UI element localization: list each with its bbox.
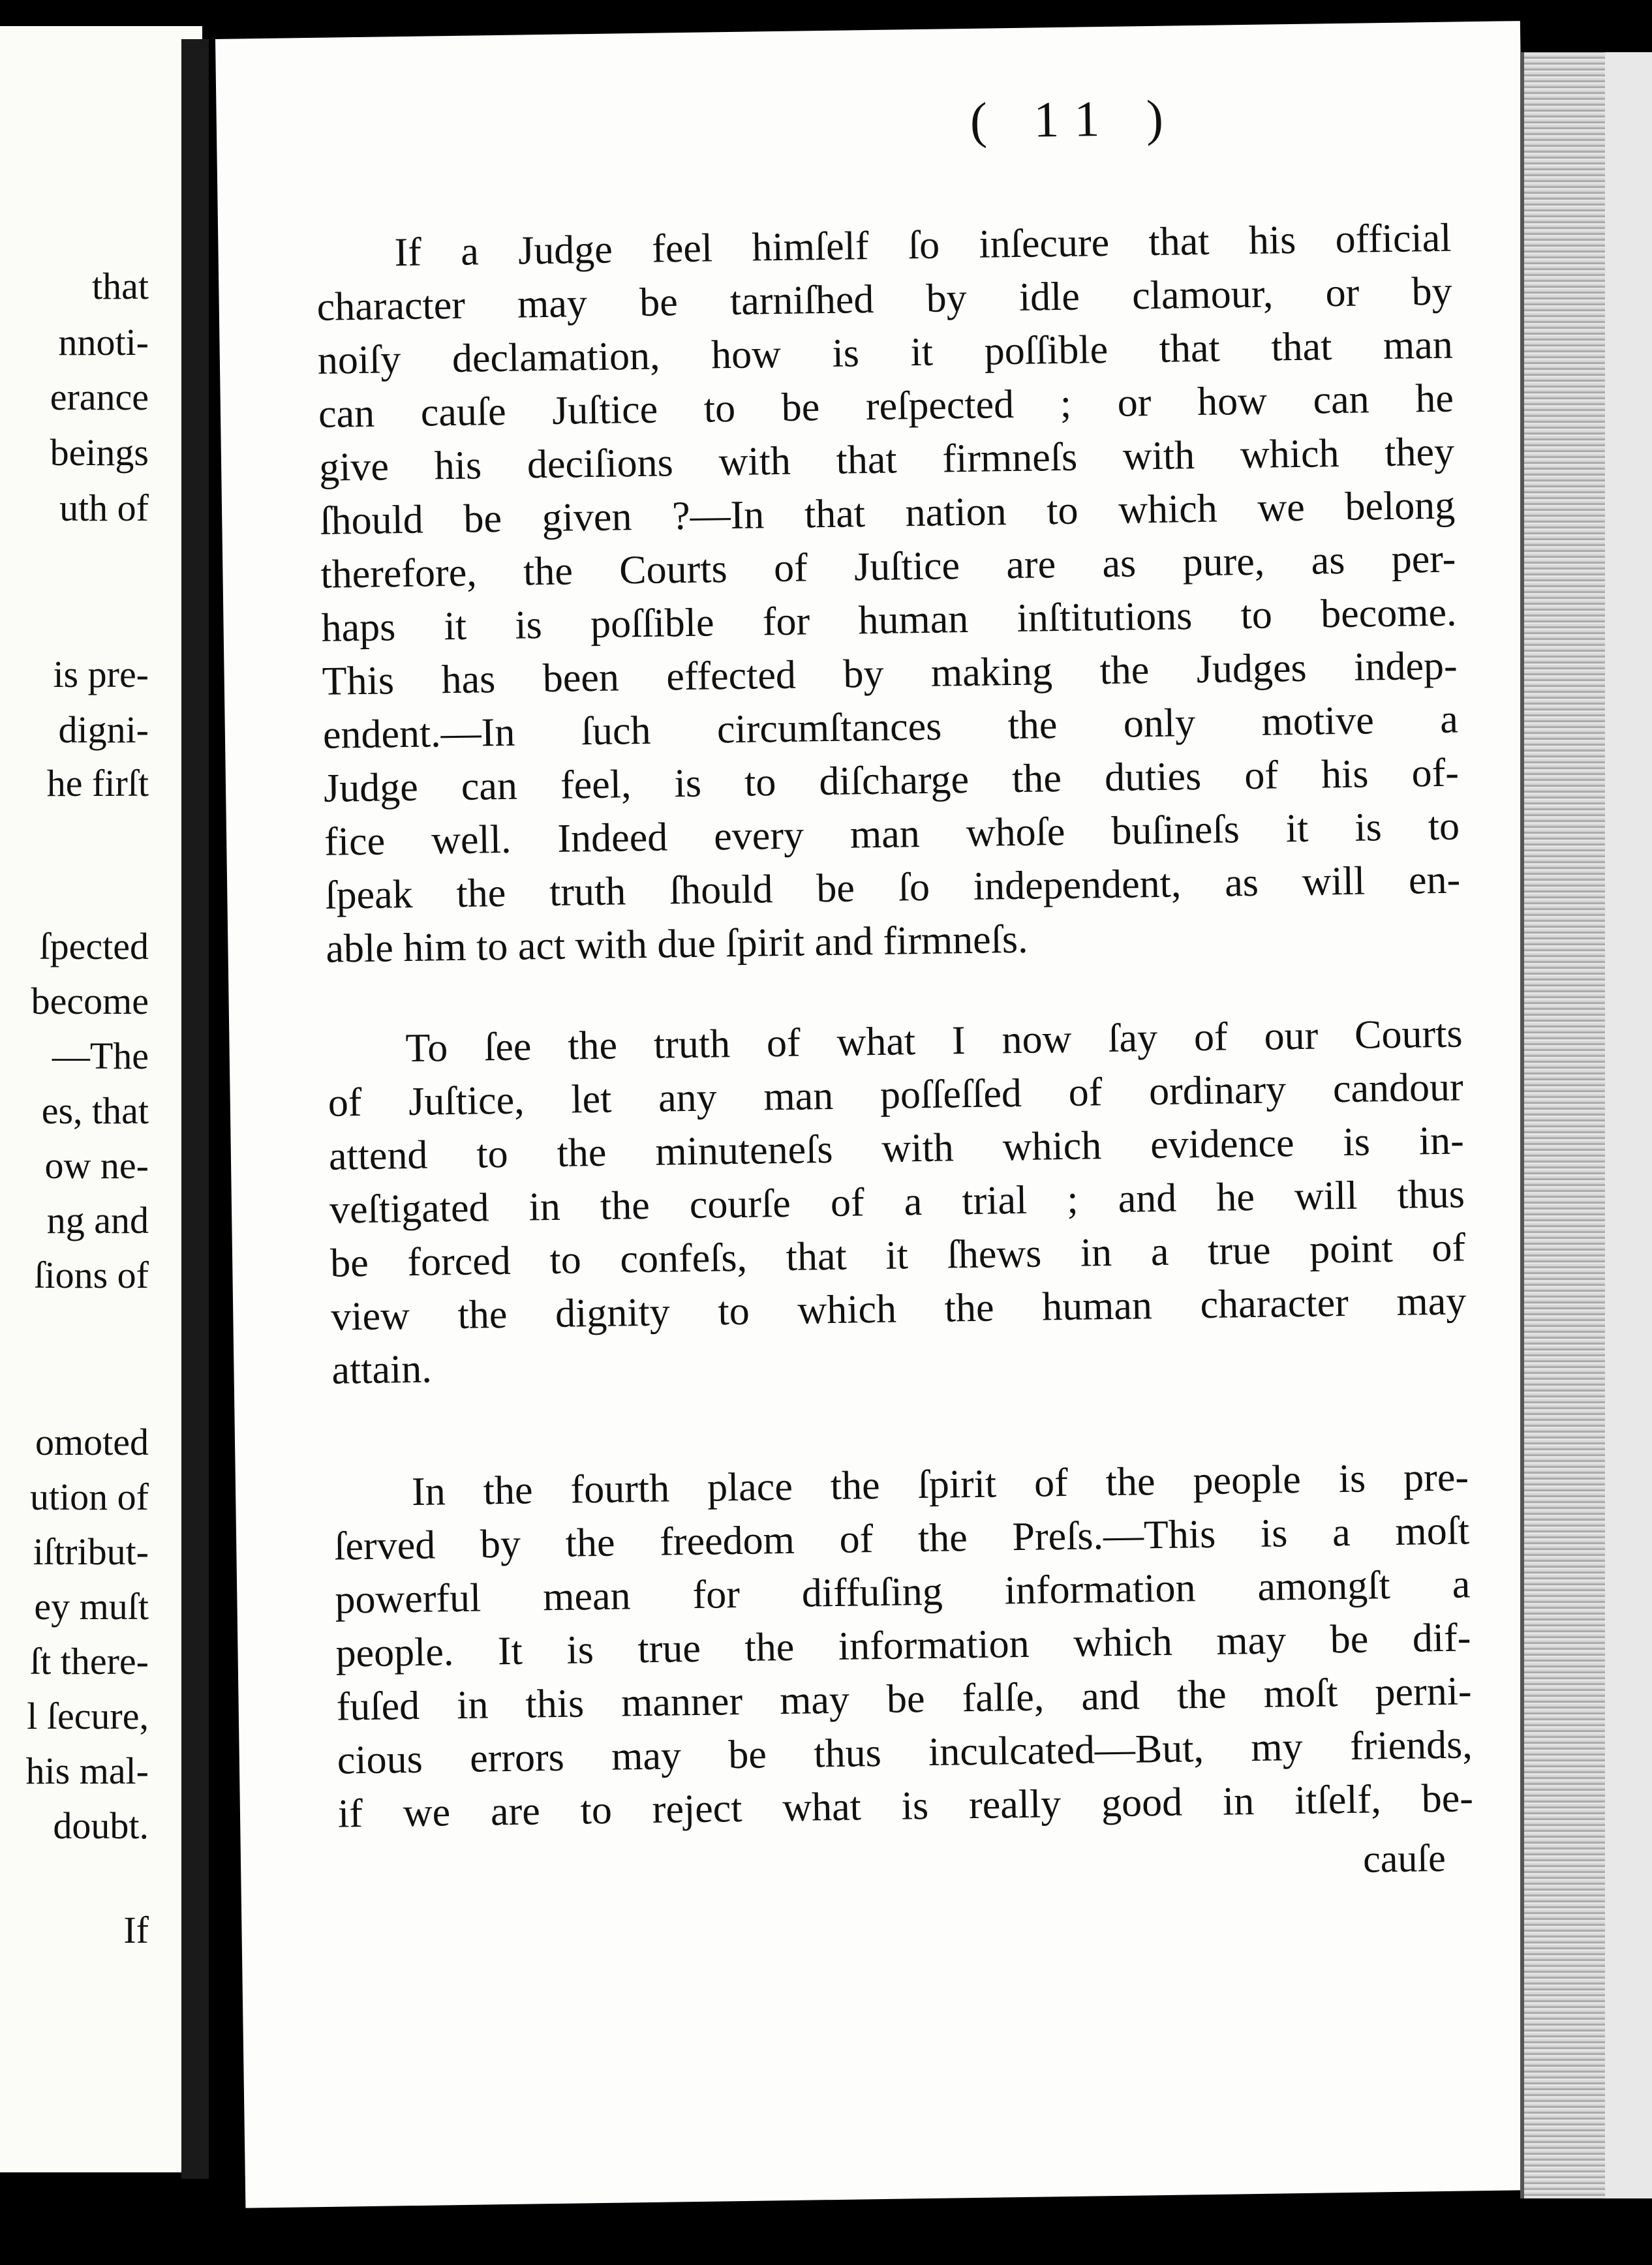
left-page-line: is pre- [53, 653, 149, 695]
text-line: able him to act with due ſpirit and firmneſs. [326, 917, 1029, 971]
left-page-line: nnoti- [58, 321, 149, 363]
right-page [215, 21, 1550, 2208]
text-line: fice well. Indeed every man whoſe buſineſs it is to [324, 804, 1460, 864]
left-page-line: ey muſt [34, 1585, 149, 1628]
text-line: haps it is poſſible for human inſtitutions to become. [321, 590, 1457, 650]
left-page-line: iſtribut- [33, 1530, 149, 1573]
left-page-line: ſpected [39, 925, 149, 967]
text-line: ſhould be given ?—In that nation to which we belong [319, 483, 1456, 543]
left-page-line: ſions of [34, 1254, 149, 1296]
text-line: attend to the minuteneſs with which evidence is in- [328, 1118, 1465, 1179]
text-line: of Juſtice, let any man poſſeſſed of ordinary candour [328, 1065, 1464, 1125]
left-page-line: he firſt [46, 762, 149, 804]
left-page-line: become [31, 980, 149, 1022]
left-page-line: l ſecure, [27, 1695, 149, 1737]
text-line: noiſy declamation, how is it poſſible that that man [317, 322, 1454, 383]
text-line: endent.—In ſuch circumſtances the only motive a [322, 697, 1459, 757]
text-line: can cauſe Juſtice to be reſpected ; or how can he [318, 376, 1454, 436]
book-gutter [181, 39, 209, 2179]
text-line: powerful mean for diffuſing information amongſt a [334, 1562, 1471, 1622]
text-line: character may be tarniſhed by idle clamour, or by [316, 269, 1453, 329]
text-line: To ſee the truth of what I now ſay of our Courts [405, 1011, 1463, 1071]
text-line: ſpeak the truth ſhould be ſo independent, as will en- [324, 857, 1461, 918]
page-number: ( 11 ) [970, 89, 1181, 149]
left-page [0, 26, 202, 2172]
text-line: fuſed in this manner may be falſe, and the moſt perni- [336, 1669, 1473, 1729]
text-line: people. It is true the information which may be dif- [335, 1615, 1471, 1676]
text-line: Judge can feel, is to diſcharge the duties of his of- [323, 750, 1460, 811]
left-page-line: ution of [29, 1476, 149, 1518]
left-page-catchword: If [123, 1909, 149, 1951]
left-page-line: his mal- [25, 1750, 149, 1792]
text-line: be forced to confeſs, that it ſhews in a true point of [329, 1225, 1466, 1286]
left-page-line: that [92, 265, 149, 307]
text-line: attain. [331, 1346, 433, 1393]
text-line: If a Judge feel himſelf ſo inſecure that his official [394, 215, 1452, 275]
left-page-line: omoted [35, 1421, 149, 1463]
left-page-line: erance [50, 376, 149, 418]
page-edge-shade [1605, 52, 1652, 2198]
left-page-line: es, that [41, 1089, 149, 1132]
left-page-line: doubt. [53, 1804, 149, 1847]
text-line: This has been effected by making the Judges indep- [322, 643, 1458, 704]
text-line: veſtigated in the courſe of a trial ; and he will thus [329, 1172, 1465, 1232]
text-line: view the dignity to which the human character may [330, 1279, 1467, 1339]
text-line: In the fourth place the ſpirit of the people is pre- [411, 1455, 1469, 1515]
text-line: if we are to reject what is really good in itſelf, be- [337, 1776, 1474, 1836]
text-line: ſerved by the freedom of the Preſs.—This is a moſt [333, 1508, 1470, 1569]
text-line: cious errors may be thus inculcated—But, my friends, [337, 1722, 1473, 1783]
left-page-line: digni- [58, 708, 149, 751]
left-page-line: beings [50, 431, 149, 474]
left-page-line: uth of [59, 487, 149, 529]
left-page-line: ow ne- [44, 1144, 149, 1187]
text-line: give his deciſions with that firmneſs with which they [318, 429, 1455, 490]
text-line: therefore, the Courts of Juſtice are as pure, as per- [320, 536, 1456, 597]
left-page-line: ng and [46, 1199, 149, 1241]
catchword: cauſe [1362, 1836, 1446, 1881]
left-page-line: —The [52, 1035, 149, 1077]
left-page-line: ſt there- [30, 1640, 149, 1682]
page-edge [1520, 52, 1609, 2198]
